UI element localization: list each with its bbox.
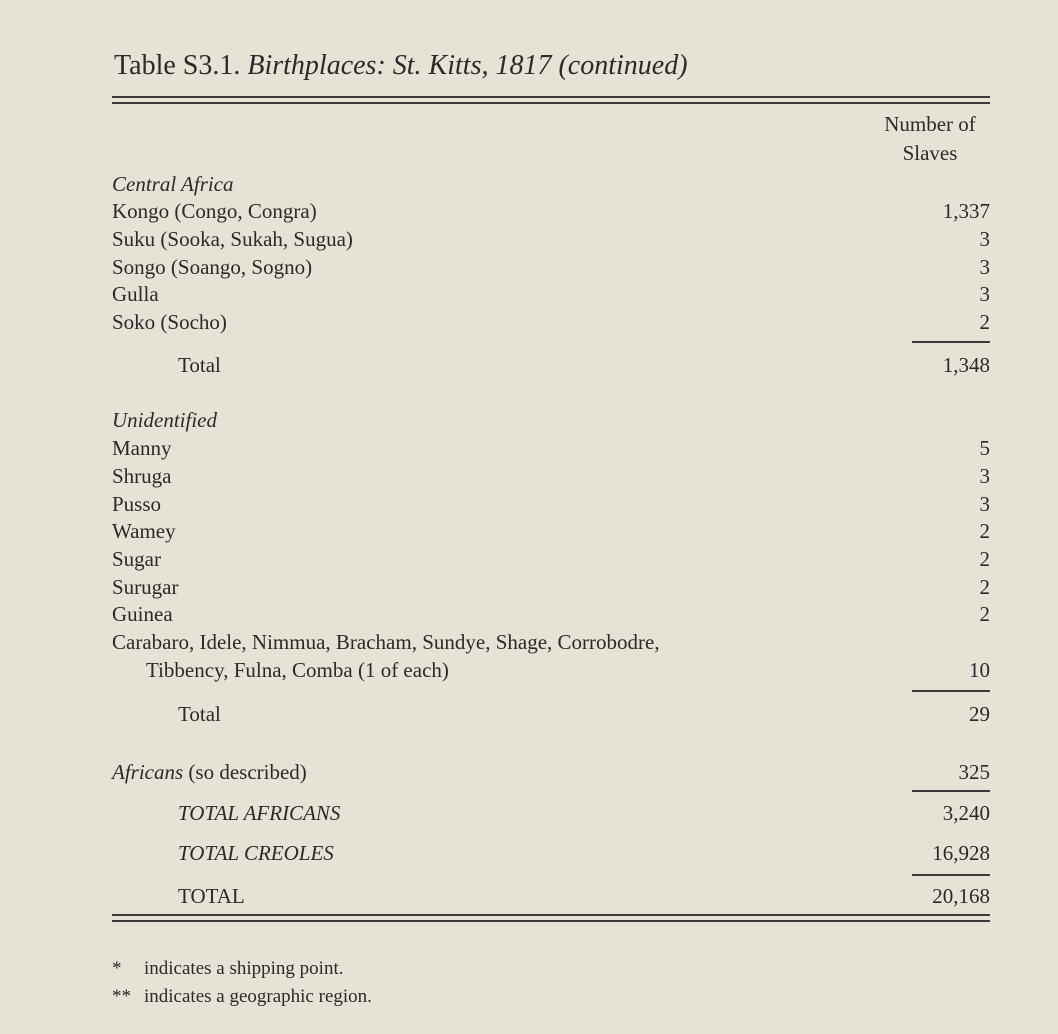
- top-double-rule: [112, 96, 990, 104]
- unidentified-total-row: Total 29: [178, 702, 990, 726]
- table-caption: Birthplaces: St. Kitts, 1817 (continued): [247, 50, 688, 81]
- table-row: Shruga 3: [112, 464, 990, 488]
- grand-total-row: TOTAL 20,168: [178, 884, 990, 908]
- table-row-multi-line2: Tibbency, Fulna, Comba (1 of each) 10: [146, 658, 990, 682]
- africans-label: Africans: [112, 760, 184, 784]
- table-row: Gulla 3: [112, 282, 990, 306]
- section-heading-central-africa: Central Africa: [112, 172, 234, 196]
- footnote-text: indicates a shipping point.: [144, 958, 344, 979]
- africans-label-suffix: (so described): [183, 760, 307, 784]
- table-title: [114, 50, 688, 82]
- column-header-line1: Number of: [884, 112, 976, 136]
- footnote-mark: *: [112, 958, 122, 979]
- subtotal-rule: [912, 690, 990, 692]
- table-row: Soko (Socho) 2: [112, 310, 990, 334]
- table-row: Surugar 2: [112, 575, 990, 599]
- footnote-mark: **: [112, 986, 131, 1007]
- table-row: Suku (Sooka, Sukah, Sugua) 3: [112, 227, 990, 251]
- subtotal-rule: [912, 790, 990, 792]
- footnote: [112, 985, 372, 1009]
- section-heading-unidentified: Unidentified: [112, 408, 217, 432]
- africans-row: Africans (so described) 325: [112, 760, 990, 784]
- column-header-line2: Slaves: [902, 141, 958, 165]
- table-row: Guinea 2: [112, 602, 990, 626]
- table-number: Table S3.1.: [114, 50, 241, 81]
- column-header: [870, 110, 990, 168]
- table-row: Pusso 3: [112, 492, 990, 516]
- table-row: Manny 5: [112, 436, 990, 460]
- bottom-double-rule: [112, 914, 990, 922]
- table-row: Songo (Soango, Sogno) 3: [112, 255, 990, 279]
- table-row: Kongo (Congo, Congra) 1,337: [112, 199, 990, 223]
- subtotal-rule: [912, 874, 990, 876]
- table-row: Wamey 2: [112, 519, 990, 543]
- total-creoles-row: TOTAL CREOLES 16,928: [178, 841, 990, 865]
- total-africans-row: TOTAL AFRICANS 3,240: [178, 801, 990, 825]
- footnote: [112, 957, 343, 981]
- footnote-text: indicates a geographic region.: [144, 986, 372, 1007]
- table-row: Sugar 2: [112, 547, 990, 571]
- subtotal-rule: [912, 341, 990, 343]
- table-row-multi-line1: Carabaro, Idele, Nimmua, Bracham, Sundye, Shage, Corrobodre,: [112, 630, 660, 654]
- central-africa-total-row: Total 1,348: [178, 353, 990, 377]
